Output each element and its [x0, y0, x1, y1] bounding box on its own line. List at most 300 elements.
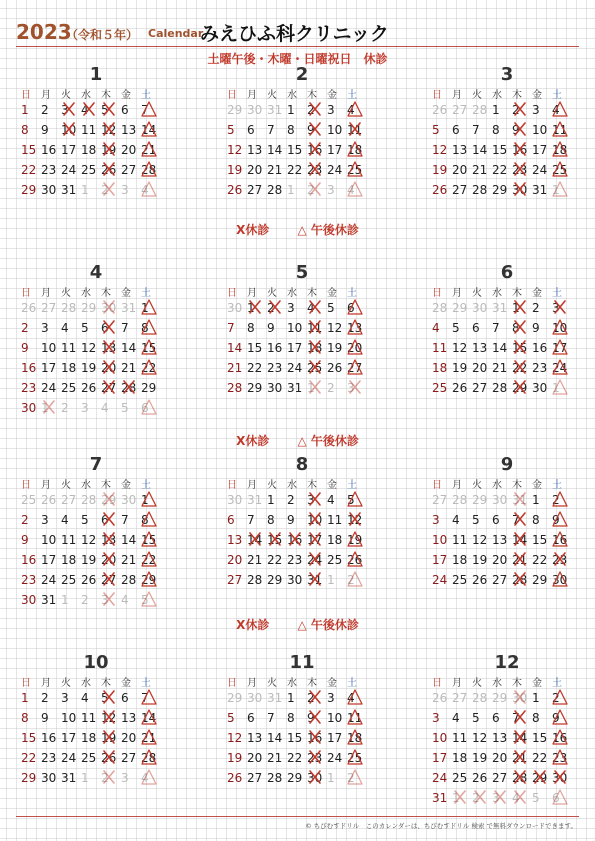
week-row	[21, 688, 171, 708]
day-number: 4	[101, 401, 109, 415]
day-cell	[247, 708, 267, 728]
day-number: 8	[141, 513, 149, 527]
day-cell	[327, 298, 347, 318]
other-month-day-cell	[347, 378, 367, 398]
day-number: 29	[21, 183, 37, 197]
week-row	[432, 358, 582, 378]
day-cell	[432, 140, 452, 160]
day-number: 3	[81, 401, 89, 415]
other-month-day-cell	[227, 100, 247, 120]
day-number: 4	[347, 183, 355, 197]
day-cell	[121, 728, 141, 748]
day-number: 9	[307, 123, 315, 137]
day-number: 30	[552, 771, 568, 785]
day-number: 10	[327, 123, 343, 137]
week-row	[21, 768, 171, 788]
day-cell	[512, 338, 532, 358]
day-cell	[347, 120, 367, 140]
day-cell	[492, 510, 512, 530]
day-cell	[227, 140, 247, 160]
day-cell	[101, 708, 121, 728]
day-number: 9	[552, 711, 560, 725]
day-number: 3	[327, 103, 335, 117]
day-number: 6	[121, 103, 129, 117]
day-number: 14	[472, 143, 488, 157]
week-row	[227, 490, 377, 510]
other-month-day-cell	[61, 490, 81, 510]
day-number: 14	[492, 341, 508, 355]
day-number: 30	[41, 183, 57, 197]
day-number: 14	[267, 143, 283, 157]
day-number: 18	[81, 731, 97, 745]
day-number: 22	[287, 163, 303, 177]
weekday-label: 金	[121, 678, 131, 689]
day-number: 26	[347, 553, 363, 567]
day-number: 26	[327, 361, 343, 375]
day-number: 27	[247, 183, 263, 197]
day-number: 26	[21, 301, 37, 315]
weekday-label: 月	[41, 480, 51, 491]
day-cell	[512, 358, 532, 378]
other-month-day-cell	[141, 180, 161, 200]
weekday-label: 木	[512, 288, 522, 299]
day-cell	[267, 180, 287, 200]
day-number: 6	[141, 401, 149, 415]
day-number: 1	[327, 573, 335, 587]
day-cell	[472, 748, 492, 768]
month-block	[227, 262, 377, 398]
other-month-day-cell	[121, 398, 141, 418]
day-cell	[21, 398, 41, 418]
other-month-day-cell	[81, 590, 101, 610]
day-cell	[532, 358, 552, 378]
day-number: 10	[307, 513, 323, 527]
day-cell	[287, 100, 307, 120]
day-number: 5	[452, 321, 460, 335]
day-number: 13	[492, 731, 508, 745]
day-cell	[21, 140, 41, 160]
year-label: 2023	[16, 20, 72, 44]
day-cell	[287, 728, 307, 748]
day-number: 29	[492, 691, 508, 705]
day-number: 5	[227, 711, 235, 725]
week-row	[227, 180, 377, 200]
week-row	[21, 590, 171, 610]
day-cell	[552, 100, 572, 120]
weekday-label: 水	[287, 90, 297, 101]
day-number: 28	[452, 493, 468, 507]
day-number: 4	[552, 103, 560, 117]
day-cell	[81, 748, 101, 768]
other-month-day-cell	[121, 490, 141, 510]
day-number: 24	[61, 751, 77, 765]
day-number: 20	[472, 361, 488, 375]
day-number: 19	[81, 361, 97, 375]
day-number: 30	[267, 381, 283, 395]
day-number: 12	[101, 123, 117, 137]
other-month-day-cell	[141, 590, 161, 610]
day-cell	[432, 708, 452, 728]
day-number: 7	[121, 513, 129, 527]
weekday-label: 土	[347, 678, 357, 689]
day-number: 31	[307, 573, 323, 587]
day-number: 5	[432, 123, 440, 137]
day-cell	[121, 570, 141, 590]
other-month-day-cell	[21, 298, 41, 318]
day-number: 3	[532, 103, 540, 117]
day-cell	[247, 570, 267, 590]
day-number: 13	[121, 711, 137, 725]
day-cell	[327, 358, 347, 378]
day-cell	[492, 570, 512, 590]
day-number: 26	[472, 573, 488, 587]
day-cell	[61, 688, 81, 708]
day-number: 6	[247, 123, 255, 137]
week-row	[432, 788, 582, 808]
other-month-day-cell	[61, 298, 81, 318]
other-month-day-cell	[432, 688, 452, 708]
day-number: 19	[472, 751, 488, 765]
day-number: 6	[552, 791, 560, 805]
day-cell	[347, 688, 367, 708]
day-number: 26	[452, 381, 468, 395]
day-number: 18	[347, 143, 363, 157]
day-cell	[227, 550, 247, 570]
other-month-day-cell	[81, 398, 101, 418]
day-number: 31	[267, 691, 283, 705]
day-cell	[21, 100, 41, 120]
other-month-day-cell	[492, 688, 512, 708]
other-month-day-cell	[472, 788, 492, 808]
weekday-label: 火	[61, 90, 71, 101]
day-number: 5	[81, 513, 89, 527]
day-cell	[512, 510, 532, 530]
day-number: 19	[227, 751, 243, 765]
day-number: 2	[307, 103, 315, 117]
weekday-label: 土	[552, 678, 562, 689]
day-cell	[141, 378, 161, 398]
day-number: 2	[21, 321, 29, 335]
day-cell	[552, 318, 572, 338]
day-number: 5	[227, 123, 235, 137]
clinic-name: みえひふ科クリニック	[200, 23, 389, 45]
day-number: 21	[472, 163, 488, 177]
day-cell	[41, 358, 61, 378]
day-cell	[101, 510, 121, 530]
weekday-label: 日	[432, 288, 442, 299]
day-number: 29	[247, 381, 263, 395]
day-number: 31	[287, 381, 303, 395]
day-cell	[532, 338, 552, 358]
day-cell	[247, 550, 267, 570]
day-number: 17	[327, 143, 343, 157]
day-number: 1	[512, 301, 520, 315]
day-cell	[307, 338, 327, 358]
day-cell	[532, 728, 552, 748]
day-cell	[307, 100, 327, 120]
day-cell	[307, 708, 327, 728]
day-number: 7	[267, 123, 275, 137]
other-month-day-cell	[267, 688, 287, 708]
day-number: 28	[512, 771, 528, 785]
other-month-day-cell	[121, 768, 141, 788]
day-cell	[81, 570, 101, 590]
day-number: 30	[41, 771, 57, 785]
legend	[0, 616, 595, 633]
weekday-label: 木	[101, 288, 111, 299]
other-month-day-cell	[141, 768, 161, 788]
day-cell	[347, 708, 367, 728]
day-cell	[287, 318, 307, 338]
day-number: 3	[327, 691, 335, 705]
day-cell	[287, 160, 307, 180]
week-row	[432, 688, 582, 708]
day-cell	[472, 378, 492, 398]
day-number: 23	[307, 751, 323, 765]
day-number: 1	[81, 183, 89, 197]
day-cell	[347, 338, 367, 358]
day-cell	[307, 490, 327, 510]
day-cell	[472, 550, 492, 570]
other-month-day-cell	[307, 180, 327, 200]
day-cell	[287, 490, 307, 510]
day-number: 4	[81, 103, 89, 117]
day-number: 23	[552, 553, 568, 567]
day-number: 13	[247, 143, 263, 157]
weekday-label: 土	[141, 480, 151, 491]
other-month-day-cell	[41, 490, 61, 510]
day-cell	[552, 140, 572, 160]
day-number: 20	[247, 751, 263, 765]
weekday-label: 土	[552, 90, 562, 101]
day-cell	[327, 550, 347, 570]
day-number: 15	[141, 533, 157, 547]
day-cell	[141, 358, 161, 378]
day-number: 11	[432, 341, 448, 355]
day-number: 10	[61, 711, 77, 725]
day-cell	[267, 318, 287, 338]
day-number: 27	[452, 183, 468, 197]
day-cell	[267, 570, 287, 590]
day-number: 9	[267, 321, 275, 335]
day-cell	[532, 180, 552, 200]
day-number: 27	[472, 381, 488, 395]
day-number: 14	[247, 533, 263, 547]
week-row	[227, 510, 377, 530]
day-number: 25	[81, 163, 97, 177]
day-cell	[21, 358, 41, 378]
day-cell	[101, 160, 121, 180]
day-number: 11	[307, 321, 323, 335]
other-month-day-cell	[472, 688, 492, 708]
day-number: 3	[41, 321, 49, 335]
weekday-label: 月	[41, 678, 51, 689]
other-month-day-cell	[347, 768, 367, 788]
day-number: 21	[512, 751, 528, 765]
day-cell	[101, 530, 121, 550]
day-number: 27	[492, 573, 508, 587]
legend-closed: X休診	[236, 223, 270, 237]
day-number: 22	[21, 751, 37, 765]
day-cell	[61, 748, 81, 768]
day-cell	[492, 120, 512, 140]
week-row	[21, 100, 171, 120]
day-number: 23	[41, 751, 57, 765]
other-month-day-cell	[101, 398, 121, 418]
day-number: 25	[452, 573, 468, 587]
day-number: 12	[227, 731, 243, 745]
weekday-header	[432, 86, 582, 100]
day-number: 18	[432, 361, 448, 375]
day-cell	[81, 100, 101, 120]
day-number: 21	[267, 163, 283, 177]
day-cell	[141, 160, 161, 180]
day-number: 31	[432, 791, 448, 805]
day-number: 20	[101, 361, 117, 375]
month-number: 12	[494, 652, 520, 673]
day-cell	[141, 708, 161, 728]
day-number: 25	[347, 751, 363, 765]
day-number: 29	[227, 691, 243, 705]
day-number: 29	[227, 103, 243, 117]
day-cell	[21, 768, 41, 788]
day-cell	[512, 180, 532, 200]
day-number: 27	[101, 573, 117, 587]
day-cell	[472, 728, 492, 748]
day-cell	[287, 570, 307, 590]
day-cell	[101, 338, 121, 358]
day-number: 18	[552, 143, 568, 157]
day-cell	[141, 688, 161, 708]
month-block	[432, 262, 582, 398]
day-number: 4	[61, 321, 69, 335]
day-cell	[432, 728, 452, 748]
day-number: 4	[307, 301, 315, 315]
day-cell	[227, 748, 247, 768]
week-row	[432, 570, 582, 590]
day-number: 15	[492, 143, 508, 157]
weekday-label: 日	[432, 90, 442, 101]
day-cell	[61, 338, 81, 358]
day-number: 27	[432, 493, 448, 507]
weekday-label: 月	[452, 678, 462, 689]
day-number: 27	[227, 573, 243, 587]
day-number: 30	[287, 573, 303, 587]
day-number: 14	[121, 533, 137, 547]
day-number: 28	[141, 751, 157, 765]
day-cell	[552, 338, 572, 358]
day-cell	[227, 768, 247, 788]
day-number: 1	[141, 301, 149, 315]
week-row	[21, 490, 171, 510]
day-cell	[21, 748, 41, 768]
day-number: 11	[347, 123, 363, 137]
day-number: 23	[552, 751, 568, 765]
day-cell	[61, 768, 81, 788]
day-number: 29	[287, 771, 303, 785]
day-number: 2	[267, 301, 275, 315]
day-number: 23	[267, 361, 283, 375]
day-cell	[121, 530, 141, 550]
day-number: 21	[141, 731, 157, 745]
day-number: 16	[532, 341, 548, 355]
day-cell	[287, 338, 307, 358]
day-cell	[267, 768, 287, 788]
weekday-label: 水	[287, 678, 297, 689]
day-number: 2	[41, 691, 49, 705]
day-cell	[532, 318, 552, 338]
other-month-day-cell	[227, 298, 247, 318]
other-month-day-cell	[512, 490, 532, 510]
legend-closed: X休診	[236, 434, 270, 448]
day-number: 20	[121, 143, 137, 157]
day-cell	[81, 550, 101, 570]
day-number: 17	[432, 553, 448, 567]
weekday-label: 火	[267, 480, 277, 491]
weekday-label: 火	[61, 678, 71, 689]
week-row	[227, 530, 377, 550]
day-cell	[307, 318, 327, 338]
month-block	[227, 454, 377, 590]
day-cell	[61, 530, 81, 550]
day-cell	[267, 298, 287, 318]
day-number: 5	[472, 513, 480, 527]
day-cell	[81, 318, 101, 338]
day-number: 27	[247, 771, 263, 785]
day-number: 16	[552, 731, 568, 745]
day-number: 13	[101, 533, 117, 547]
day-number: 4	[61, 513, 69, 527]
day-number: 1	[21, 691, 29, 705]
day-cell	[532, 688, 552, 708]
day-number: 5	[121, 401, 129, 415]
week-row	[227, 768, 377, 788]
day-number: 10	[432, 533, 448, 547]
day-cell	[327, 120, 347, 140]
week-row	[21, 510, 171, 530]
day-cell	[532, 100, 552, 120]
day-cell	[41, 768, 61, 788]
day-cell	[141, 748, 161, 768]
day-cell	[21, 688, 41, 708]
day-number: 30	[512, 183, 528, 197]
day-number: 27	[452, 691, 468, 705]
day-number: 12	[472, 731, 488, 745]
weekday-label: 金	[121, 480, 131, 491]
day-cell	[472, 530, 492, 550]
day-cell	[61, 140, 81, 160]
day-number: 6	[247, 711, 255, 725]
day-cell	[452, 140, 472, 160]
other-month-day-cell	[472, 100, 492, 120]
day-cell	[21, 338, 41, 358]
day-cell	[141, 140, 161, 160]
weekday-label: 木	[307, 678, 317, 689]
day-number: 22	[21, 163, 37, 177]
day-number: 20	[101, 553, 117, 567]
calendar-label: Calendar	[148, 27, 204, 40]
day-number: 10	[432, 731, 448, 745]
day-cell	[41, 688, 61, 708]
day-cell	[327, 748, 347, 768]
weekday-label: 木	[101, 90, 111, 101]
day-number: 22	[532, 553, 548, 567]
weekday-label: 水	[81, 90, 91, 101]
day-cell	[472, 180, 492, 200]
day-number: 17	[327, 731, 343, 745]
week-row	[21, 530, 171, 550]
day-number: 1	[81, 771, 89, 785]
